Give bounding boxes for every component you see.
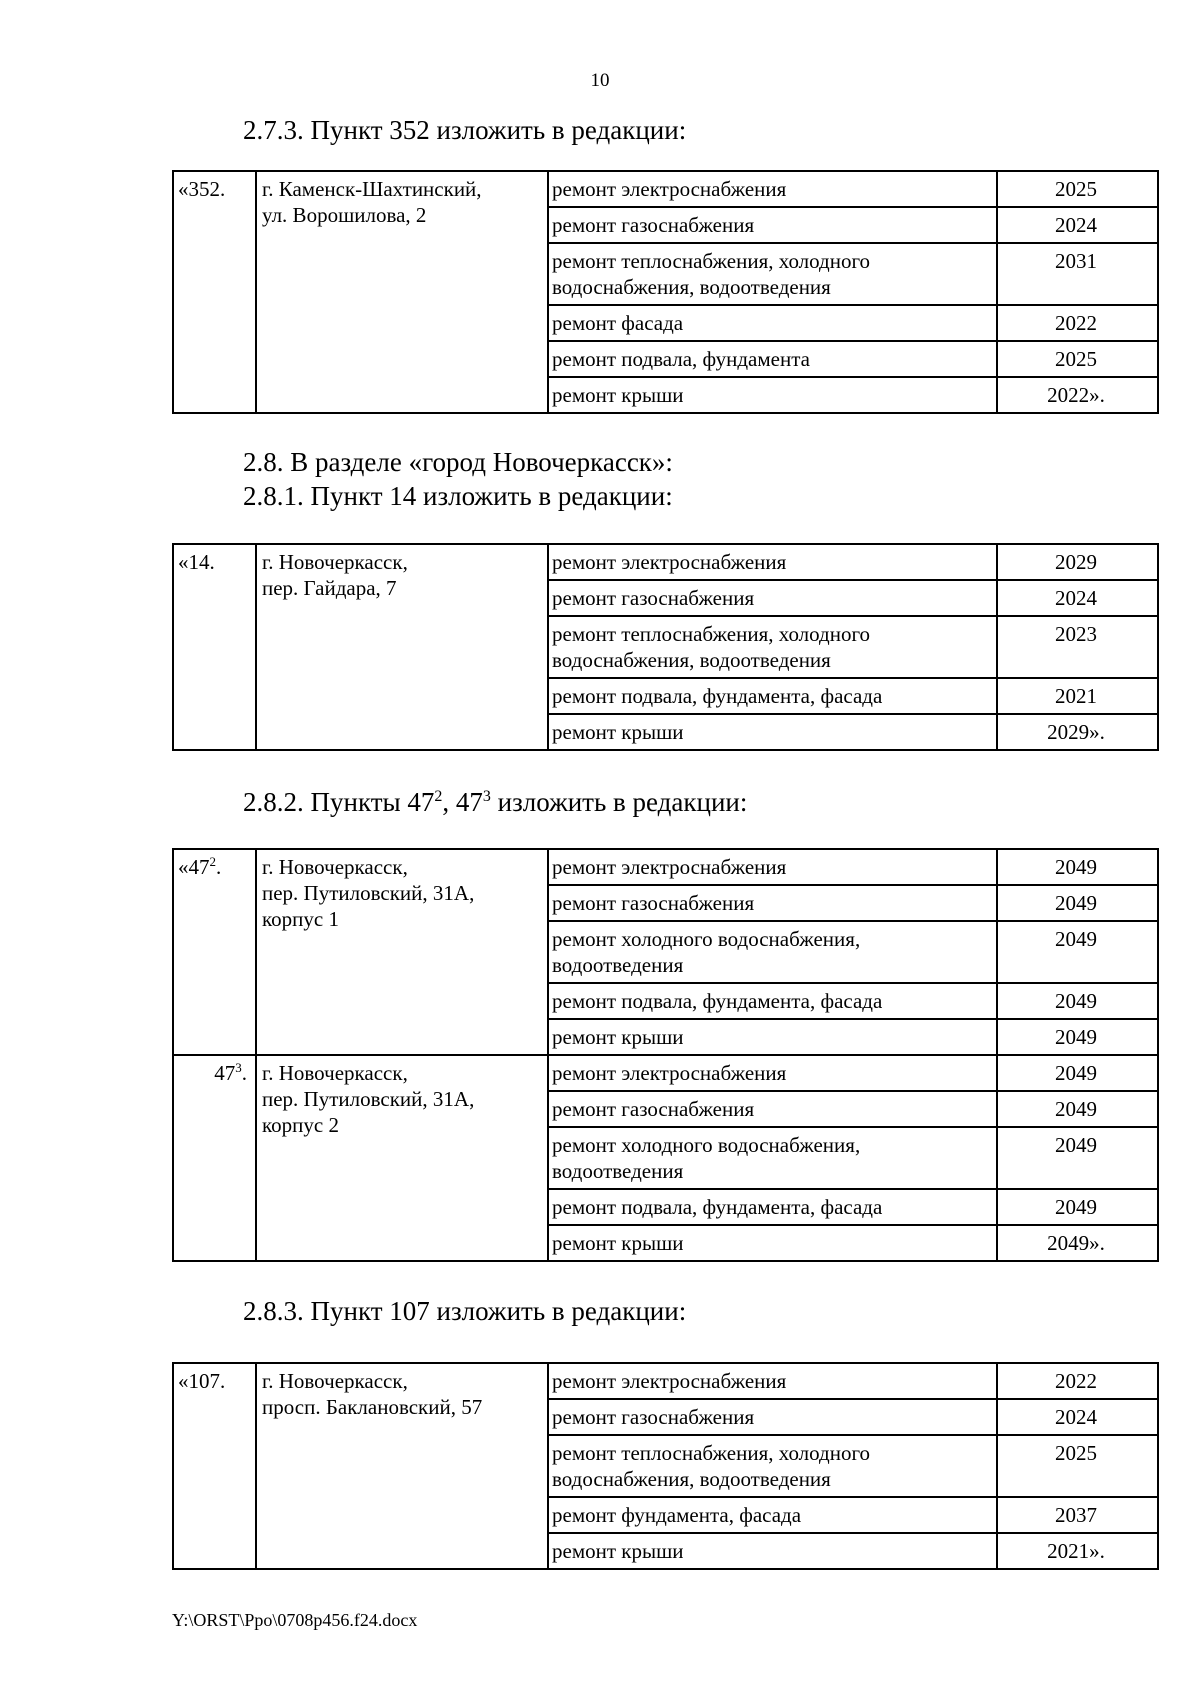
year-cell: 2024 (997, 580, 1158, 616)
work-cell: ремонт подвала, фундамента, фасада (548, 678, 997, 714)
work-cell: ремонт крыши (548, 1533, 997, 1569)
table-row (173, 1363, 1158, 1399)
item-number: «14. (173, 544, 256, 750)
heading-2-7-3: 2.7.3. Пункт 352 изложить в редакции: (243, 115, 687, 145)
work-cell: ремонт фасада (548, 305, 997, 341)
year-cell: 2022». (997, 377, 1158, 413)
table-item-14 (172, 543, 1159, 751)
table-row (173, 544, 1158, 580)
year-cell: 2029». (997, 714, 1158, 750)
year-cell: 2049 (997, 983, 1158, 1019)
item-number: «107. (173, 1363, 256, 1569)
table-row (173, 849, 1158, 885)
work-cell: ремонт подвала, фундамента (548, 341, 997, 377)
item-number: «352. (173, 171, 256, 413)
work-cell: ремонт теплоснабжения, холодного водоснабжения, водоотведения (548, 243, 997, 305)
item-number: «$47^2$. (173, 849, 256, 1055)
table-item-107 (172, 1362, 1159, 1570)
address-cell: г. Новочеркасск, пер. Путиловский, 31А, корпус 2 (256, 1055, 548, 1261)
work-cell: ремонт электроснабжения (548, 1363, 997, 1399)
year-cell: 2049». (997, 1225, 1158, 1261)
year-cell: 2049 (997, 1091, 1158, 1127)
work-cell: ремонт холодного водоснабжения, водоотведения (548, 1127, 997, 1189)
item-number: $47^3$. (173, 1055, 256, 1261)
year-cell: 2025 (997, 171, 1158, 207)
work-cell: ремонт электроснабжения (548, 849, 997, 885)
year-cell: 2049 (997, 849, 1158, 885)
heading-2-8-2: 2.8.2. Пункты $47^2$, $47^3$ изложить в редакции: (243, 787, 748, 817)
address-cell: г. Каменск-Шахтинский, ул. Ворошилова, 2 (256, 171, 548, 413)
year-cell: 2049 (997, 885, 1158, 921)
work-cell: ремонт подвала, фундамента, фасада (548, 983, 997, 1019)
year-cell: 2025 (997, 341, 1158, 377)
page-number: 10 (590, 70, 610, 91)
year-cell: 2049 (997, 1019, 1158, 1055)
work-cell: ремонт газоснабжения (548, 1091, 997, 1127)
heading-2-8: 2.8. В разделе «город Новочеркасск»: (243, 447, 673, 477)
year-cell: 2021 (997, 678, 1158, 714)
work-cell: ремонт газоснабжения (548, 1399, 997, 1435)
year-cell: 2029 (997, 544, 1158, 580)
year-cell: 2049 (997, 1055, 1158, 1091)
heading-2-8-1: 2.8.1. Пункт 14 изложить в редакции: (243, 481, 673, 511)
work-cell: ремонт крыши (548, 377, 997, 413)
work-cell: ремонт газоснабжения (548, 580, 997, 616)
work-cell: ремонт крыши (548, 1019, 997, 1055)
table-item-352 (172, 170, 1159, 414)
work-cell: ремонт теплоснабжения, холодного водоснабжения, водоотведения (548, 616, 997, 678)
year-cell: 2021». (997, 1533, 1158, 1569)
year-cell: 2023 (997, 616, 1158, 678)
address-cell: г. Новочеркасск, пер. Гайдара, 7 (256, 544, 548, 750)
work-cell: ремонт электроснабжения (548, 544, 997, 580)
address-cell: г. Новочеркасск, просп. Баклановский, 57 (256, 1363, 548, 1569)
year-cell: 2049 (997, 921, 1158, 983)
work-cell: ремонт холодного водоснабжения, водоотведения (548, 921, 997, 983)
work-cell: ремонт подвала, фундамента, фасада (548, 1189, 997, 1225)
work-cell: ремонт газоснабжения (548, 207, 997, 243)
year-cell: 2022 (997, 305, 1158, 341)
year-cell: 2031 (997, 243, 1158, 305)
work-cell: ремонт газоснабжения (548, 885, 997, 921)
year-cell: 2049 (997, 1127, 1158, 1189)
year-cell: 2049 (997, 1189, 1158, 1225)
work-cell: ремонт электроснабжения (548, 171, 997, 207)
work-cell: ремонт теплоснабжения, холодного водоснабжения, водоотведения (548, 1435, 997, 1497)
table-row (173, 171, 1158, 207)
work-cell: ремонт электроснабжения (548, 1055, 997, 1091)
table-row (173, 1055, 1158, 1091)
file-path-footer: Y:\ORST\Ppo\0708p456.f24.docx (172, 1610, 418, 1630)
year-cell: 2037 (997, 1497, 1158, 1533)
year-cell: 2024 (997, 207, 1158, 243)
work-cell: ремонт крыши (548, 714, 997, 750)
year-cell: 2024 (997, 1399, 1158, 1435)
heading-2-8-3: 2.8.3. Пункт 107 изложить в редакции: (243, 1296, 687, 1326)
table-items-47 (172, 848, 1159, 1262)
year-cell: 2022 (997, 1363, 1158, 1399)
work-cell: ремонт крыши (548, 1225, 997, 1261)
work-cell: ремонт фундамента, фасада (548, 1497, 997, 1533)
year-cell: 2025 (997, 1435, 1158, 1497)
address-cell: г. Новочеркасск, пер. Путиловский, 31А, корпус 1 (256, 849, 548, 1055)
